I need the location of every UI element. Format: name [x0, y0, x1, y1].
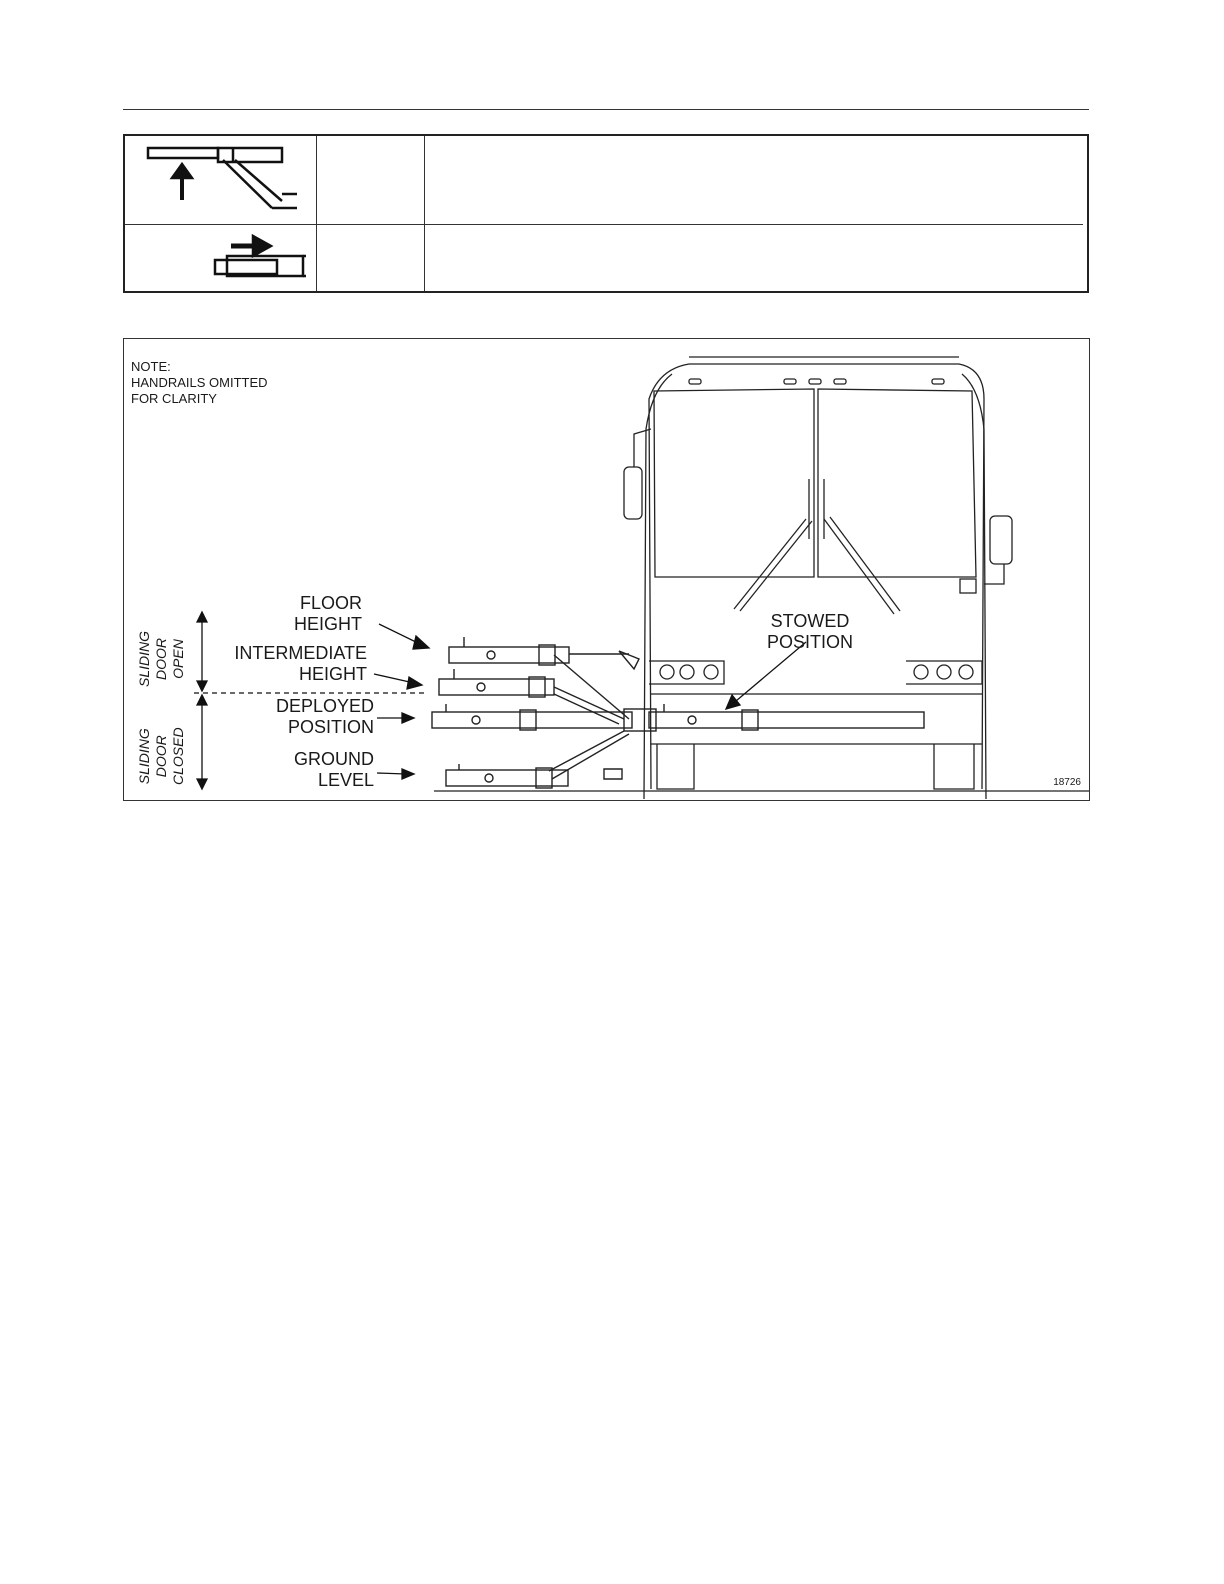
label-line: FLOOR	[300, 593, 363, 613]
label-line: DOOR	[153, 638, 169, 680]
label-line: SLIDING	[136, 630, 152, 687]
label-line: SLIDING	[136, 728, 152, 785]
ground-level-label	[274, 749, 374, 791]
label-line: LEVEL	[317, 770, 374, 790]
right-mirror	[990, 516, 1012, 564]
lift-platform-extend-icon	[215, 236, 306, 276]
left-mirror	[624, 467, 642, 519]
stowed-position-label	[764, 611, 856, 653]
wheelchair-lift-figure	[123, 338, 1090, 801]
label-line: DEPLOYED	[275, 696, 374, 716]
header-rule	[123, 109, 1089, 110]
label-line: DOOR	[153, 735, 169, 778]
platform-deployed-position	[432, 712, 632, 728]
note-line: NOTE:	[131, 359, 171, 374]
deployed-position-label	[274, 696, 374, 738]
lift-platform-positions	[432, 637, 924, 788]
label-line: POSITION	[766, 632, 853, 652]
figure-note	[131, 359, 268, 407]
platform-floor-height	[449, 647, 569, 663]
sliding-door-closed-label	[136, 727, 187, 785]
sliding-door-open-label	[136, 631, 187, 687]
label-line: HEIGHT	[294, 614, 363, 634]
platform-ground-level	[446, 770, 568, 786]
floor-height-label	[294, 593, 362, 635]
label-line: STOWED	[770, 611, 850, 631]
label-line: HEIGHT	[298, 664, 367, 684]
symbol-table	[123, 134, 1089, 293]
label-line: INTERMEDIATE	[234, 643, 367, 663]
label-line: POSITION	[287, 717, 374, 737]
note-line: HANDRAILS OMITTED	[131, 375, 268, 390]
label-line: GROUND	[294, 749, 374, 769]
lift-platform-raise-icon	[148, 148, 297, 208]
coach-lift-drawing	[124, 339, 1089, 800]
intermediate-height-label	[229, 643, 367, 685]
note-line: FOR CLARITY	[131, 391, 217, 406]
windshield-right	[818, 389, 976, 577]
label-line: CLOSED	[170, 727, 186, 785]
platform-stowed-position	[649, 712, 924, 728]
label-line: OPEN	[170, 639, 186, 679]
platform-intermediate-height	[439, 679, 554, 695]
figure-number: 18726	[1053, 777, 1081, 788]
